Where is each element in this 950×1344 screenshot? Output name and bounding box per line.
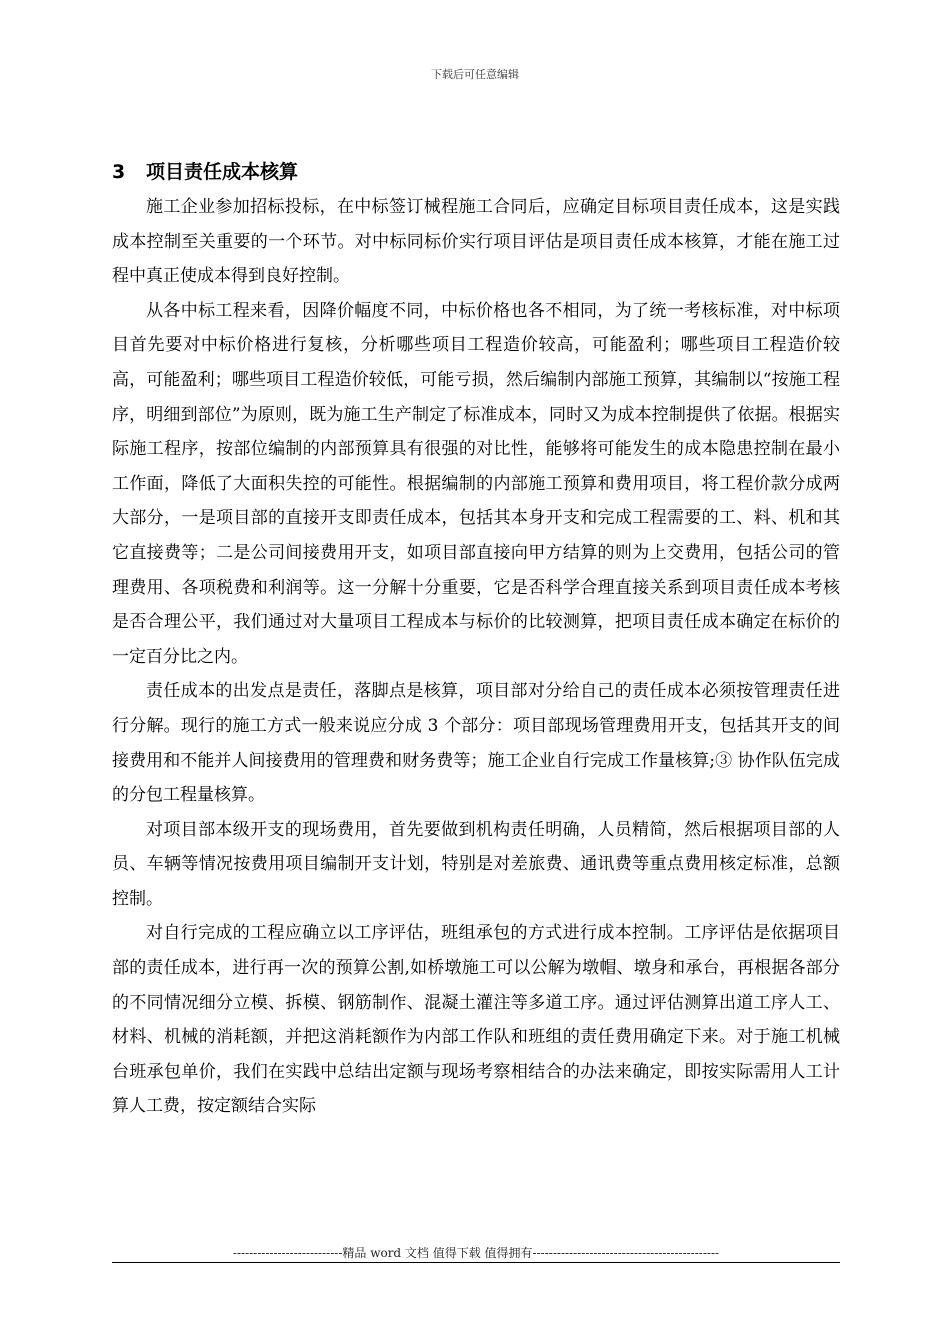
page-footer: ---------------------------精品 word 文档 值得下载 值得拥有---------------------------------------------- (232, 1246, 720, 1260)
paragraph-4: 对项目部本级开支的现场费用，首先要做到机构责任明确，人员精简，然后根据项目部的人员、车辆等情况按费用项目编制开支计划，特别是对差旅费、通讯费等重点费用核定标准，总额控制。 (112, 819, 840, 909)
paragraph-2: 从各中标工程来看，因降价幅度不同，中标价格也各不相同，为了统一考核标准，对中标项目首先要对中标价格进行复核，分析哪些项目工程造价较高，可能盈利；哪些项目工程造价较高，可能盈利；哪些项目工程造价较低，可能亏损，然后编制内部施工预算，其编制以“按施工程序，明细到部位”为原则，既为施工生产制定了标准成本，同时又为成本控制提供了依据。根据实际施工程序，按部位编制的内部预算具有很强的对比性，能够将可能发生的成本隐患控制在最小工作面，降低了大面积失控的可能性。根据编制的内部施工预算和费用项目，将工程价款分成两大部分，一是项目部的直接开支即责任成本，包括其本身开支和完成工程需要的工、料、机和其它直接费等；二是公司间接费用开支，如项目部直接向甲方结算的则为上交费用，包括公司的管理费用、各项税费和利润等。这一分解十分重要，它是否科学合理直接关系到项目责任成本考核是否合理公平，我们通过对大量项目工程成本与标价的比较测算，把项目责任成本确定在标价的一定百分比之内。 (112, 300, 840, 667)
document-body (112, 156, 840, 1124)
section-heading (112, 156, 840, 188)
section-title: 项目责任成本核算 (146, 161, 299, 183)
paragraph-3: 责任成本的出发点是责任，落脚点是核算，项目部对分给自己的责任成本必须按管理责任进行分解。现行的施工方式一般来说应分成 3 个部分：项目部现场管理费用开支，包括其开支的间接费用和不能并人间接费用的管理费和财务费等；施工企业自行完成工作量核算;③ 协作队伍完成的分包工程量核算。 (112, 681, 840, 806)
paragraph-1: 施工企业参加招标投标，在中标签订械程施工合同后，应确定目标项目责任成本，这是实践成本控制至关重要的一个环节。对中标同标价实行项目评估是项目责任成本核算，才能在施工过程中真正使成本得到良好控制。 (112, 197, 840, 287)
section-number: 3 (112, 161, 126, 183)
page-header: 下载后可任意编辑 (431, 68, 519, 81)
footer-divider (112, 1262, 840, 1263)
paragraph-5: 对自行完成的工程应确立以工序评估，班组承包的方式进行成本控制。工序评估是依据项目部的责任成本，进行再一次的预算公割,如桥墩施工可以公解为墩帽、墩身和承台，再根据各部分的不同情况细分立模、拆模、钢筋制作、混凝土灌注等多道工序。通过评估测算出道工序人工、材料、机械的消耗额，并把这消耗额作为内部工作队和班组的责任费用确定下来。对于施工机械台班承包单价，我们在实践中总结出定额与现场考察相结合的办法来确定，即按实际需用人工计算人工费，按定额结合实际 (112, 923, 840, 1117)
